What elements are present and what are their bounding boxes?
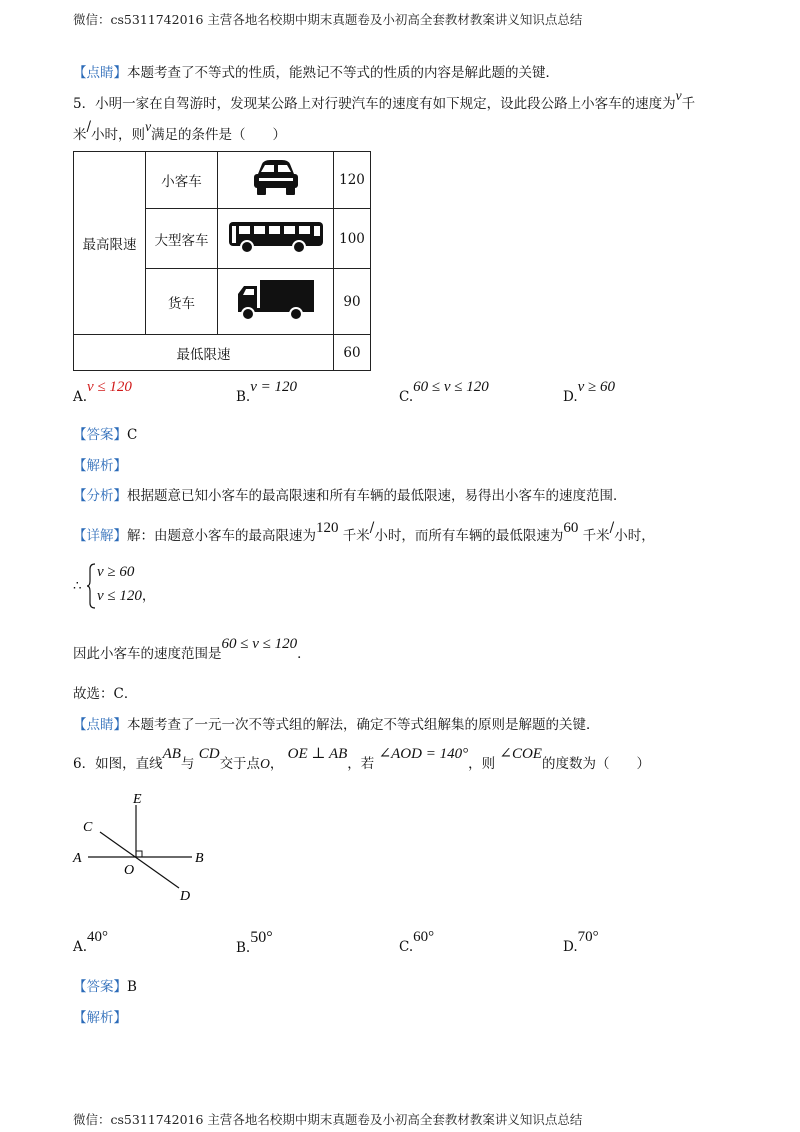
prev-comment xyxy=(73,65,559,81)
q6-answer: 【答案】B xyxy=(73,979,137,995)
q5-slash: / xyxy=(86,119,92,135)
q5-choose: 故选：C． xyxy=(73,686,138,702)
right-angle-mark xyxy=(136,851,142,857)
q6-option-d: D.70° xyxy=(563,929,599,955)
speed-limit-table xyxy=(73,151,371,371)
label-o: O xyxy=(124,863,135,878)
q5-stem-part1: 5．小明一家在自驾游时，发现某公路上对行驶汽车的速度有如下规定，设此段公路上小客车的速度为 xyxy=(73,96,676,112)
q5-comment: 【点睛】本题考查了一元一次不等式组的解法，确定不等式组解集的原则是解题的关键． xyxy=(73,717,600,733)
speed-value: 120 xyxy=(334,152,371,209)
q6-option-a: A.40° xyxy=(73,929,109,955)
q5-option-a-expr: v ≤ 120 xyxy=(87,379,132,395)
q5-detail: 【详解】解：由题意小客车的最高限速为120 千米/小时，而所有车辆的最低限速为60 千米/小时， xyxy=(73,520,655,544)
vehicle-name: 货车 xyxy=(146,269,218,335)
vehicle-name: 大型客车 xyxy=(146,209,218,269)
system-line-1: v ≥ 60 xyxy=(97,564,135,580)
q5-option-d: D.v ≥ 60 xyxy=(563,379,616,405)
label-e: E xyxy=(133,792,142,807)
q5-stem-line2 xyxy=(73,119,287,143)
q5-option-b-expr: v = 120 xyxy=(250,379,297,395)
min-speed-value: 60 xyxy=(334,335,371,371)
q5-option-b: B.v = 120 xyxy=(236,379,297,405)
line-cd xyxy=(100,832,179,888)
label-b: B xyxy=(195,851,204,866)
q5-stem-part2: 千 xyxy=(681,96,696,112)
q5-stem-hour: 小时，则 xyxy=(91,127,146,143)
bus-icon xyxy=(218,209,334,269)
q5-stem-line1 xyxy=(73,88,696,112)
q5-option-a: A.v ≤ 120 xyxy=(73,379,132,405)
vehicle-name: 小客车 xyxy=(146,152,218,209)
speed-value: 90 xyxy=(334,269,371,335)
q6-option-b: B.50° xyxy=(236,929,273,956)
label-c: C xyxy=(83,820,93,835)
q5-option-d-expr: v ≥ 60 xyxy=(577,379,616,395)
left-brace-icon xyxy=(86,563,96,609)
q5-stem-mi: 米 xyxy=(73,127,87,143)
q5-var-v: v xyxy=(675,88,682,103)
label-d: D xyxy=(180,889,191,904)
comment-tag: 【点睛】 xyxy=(73,65,127,81)
prev-comment-text: 本题考查了不等式的性质，能熟记不等式的性质的内容是解此题的关键． xyxy=(127,65,559,81)
system-line-2: v ≤ 120， xyxy=(97,588,156,604)
page-header: 微信：cs5311742016 主营各地名校期中期末真题卷及小初高全套教材教案讲义知识点总结 xyxy=(73,12,583,27)
q6-analysis-tag: 【解析】 xyxy=(73,1010,127,1026)
q5-answer: 【答案】C xyxy=(73,427,138,443)
max-speed-label: 最高限速 xyxy=(74,152,146,335)
q5-fenxi: 【分析】根据题意已知小客车的最高限速和所有车辆的最低限速，易得出小客车的速度范围． xyxy=(73,488,627,504)
q5-analysis-tag: 【解析】 xyxy=(73,458,127,474)
label-a: A xyxy=(73,851,82,866)
q6-figure xyxy=(70,790,220,910)
min-speed-label: 最低限速 xyxy=(74,335,334,371)
q5-stem-end: 满足的条件是（ ） xyxy=(151,127,287,143)
car-icon xyxy=(218,152,334,209)
q5-range: 因此小客车的速度范围是60 ≤ v ≤ 120． xyxy=(73,636,311,662)
truck-icon xyxy=(218,269,334,335)
q5-var-v2: v xyxy=(145,119,152,134)
q6-option-c: C.60° xyxy=(399,929,435,955)
page-footer: 微信：cs5311742016 主营各地名校期中期末真题卷及小初高全套教材教案讲义知识点总结 xyxy=(73,1112,583,1127)
speed-value: 100 xyxy=(334,209,371,269)
q6-stem: 6．如图，直线AB与 CD交于点O， OE ⊥ AB，若 ∠AOD = 140°，则 ∠COE的度数为（ ） xyxy=(73,746,650,772)
q5-option-c: C.60 ≤ v ≤ 120 xyxy=(399,379,489,405)
q5-option-c-expr: 60 ≤ v ≤ 120 xyxy=(413,379,489,395)
therefore-symbol: ∴ xyxy=(73,578,82,594)
